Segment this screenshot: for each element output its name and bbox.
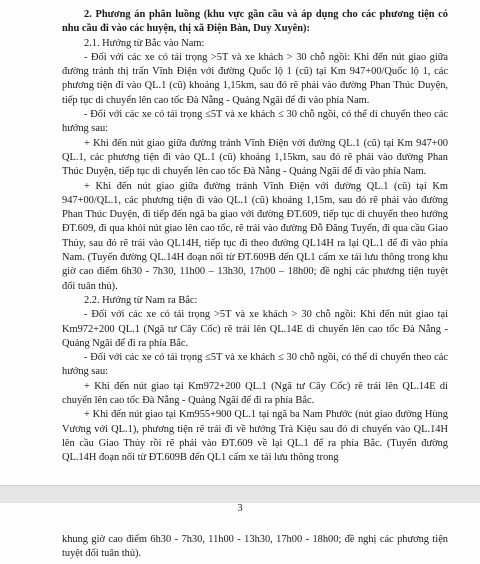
document-body-continued: [62, 533, 448, 562]
paragraph: - Đối với các xe có tải trọng >5T và xe khách > 30 chỗ ngồi: Khi đến nút giao tại Km972+200 QL.1 (Ngã tư Cây Cốc) rẽ trái lên QL.14E di chuyển lên cao tốc Đà Nẵng - Quảng Ngãi để đi ra phía Bắc.: [62, 309, 448, 349]
paragraph: + Khi đến nút giao giữa đường tránh Vĩnh Điện với đường QL.1 (cũ) tại Km 947+00 QL.1, các phương tiện đi vào QL.1 (cũ) khoảng 1,15km, sau đó rẽ phải vào đường Phan Thúc Duyện, tiếp tục di chuyển lên cao tốc Đà Nẵng - Quảng Ngãi để đi vào phía Nam.: [62, 137, 448, 178]
subsection-title-south-north: 2.2. Hướng từ Nam ra Bắc:: [84, 294, 198, 306]
paragraph: + Khi đến nút giao tại Km972+200 QL.1 (Ngã tư Cây Cốc) rẽ trái lên QL.14E di chuyển lên cao tốc Đà Nẵng - Quảng Ngãi để đi ra phía Bắc.: [62, 380, 448, 407]
document-page-next: [0, 503, 480, 564]
paragraph: - Đối với các xe có tải trọng ≤5T và xe khách ≤ 30 chỗ ngồi, có thể di chuyển theo các hướng sau:: [62, 352, 448, 378]
page-number: 3: [237, 503, 243, 514]
paragraph: + Khi đến nút giao tại Km955+900 QL.1 tại ngã ba Nam Phước (nút giao đường Hùng Vương với QL.1), phương tiện rẽ trái đi về hướng Trà Kiệu sau đó di chuyển vào QL.14H lên cầu Giao Thủy rồi rẽ phải vào ĐT.609 về lại QL.1 để ra phía Bắc. (Tuyến đường QL.14H đoạn nối từ ĐT.609B đến QL1 cấm xe tải lưu thông trong: [62, 409, 448, 464]
paragraph-continuation: khung giờ cao điểm 6h30 - 7h30, 11h00 - 13h30, 17h00 - 18h00; đề nghị các phương tiện tuyệt đối tuân thủ).: [62, 534, 448, 560]
paragraph: - Đối với các xe có tải trọng >5T và xe khách > 30 chỗ ngồi: Khi đến nút giao giữa đường tránh thị trấn Vĩnh Điện với đường Quốc lộ 1 (cũ) tại Km 947+00/Quốc lộ 1, các phương tiện đi vào QL.1 (cũ) khoảng 1,15km, sau đó rẽ phải vào đường Phan Thúc Duyện, tiếp tục di chuyển lên cao tốc Đà Nẵng - Quảng Ngãi để đi vào phía Nam.: [62, 51, 448, 106]
section-heading: 2. Phương án phân luồng (khu vực gần cầu và áp dụng cho các phương tiện có nhu cầu đi vào các huyện, thị xã Điện Bàn, Duy Xuyên):: [62, 9, 448, 35]
paragraph: + Khi đến nút giao giữa đường tránh Vĩnh Điện với đường QL.1 (cũ) tại Km 947+00/QL.1, các phương tiện đi vào QL.1 (cũ) khoảng 1,15m, sau đó rẽ phải vào đường Phan Thúc Duyện, đi tiếp đến ngã ba giao với đường ĐT.609, tiếp tục di chuyển theo hướng ĐT.609, đi qua khỏi nút giao lên cao tốc, rẽ trái vào đường Đỗ Đăng Tuyển, đi qua cầu Giao Thủy, sau đó rẽ trái vào QL14H, tiếp tục đi theo đường QL14H ra lại QL.1 để đi vào phía Nam. (Tuyến đường QL.14H đoạn nối từ ĐT.609B đến QL1 cấm xe tải lưu thông trong khu giờ cao điểm 6h30 - 7h30, 11h00 – 13h30, 17h00 – 18h00; đề nghị các phương tiện tuyệt đối tuân thủ).: [62, 180, 448, 292]
page-break: [0, 485, 480, 504]
paragraph: - Đối với các xe có tải trọng ≤5T và xe khách ≤ 30 chỗ ngồi, có thể di chuyển theo các hướng sau:: [62, 109, 448, 135]
subsection-title-north-south: 2.1. Hướng từ Bắc vào Nam:: [84, 37, 205, 49]
document-body: [62, 8, 448, 466]
